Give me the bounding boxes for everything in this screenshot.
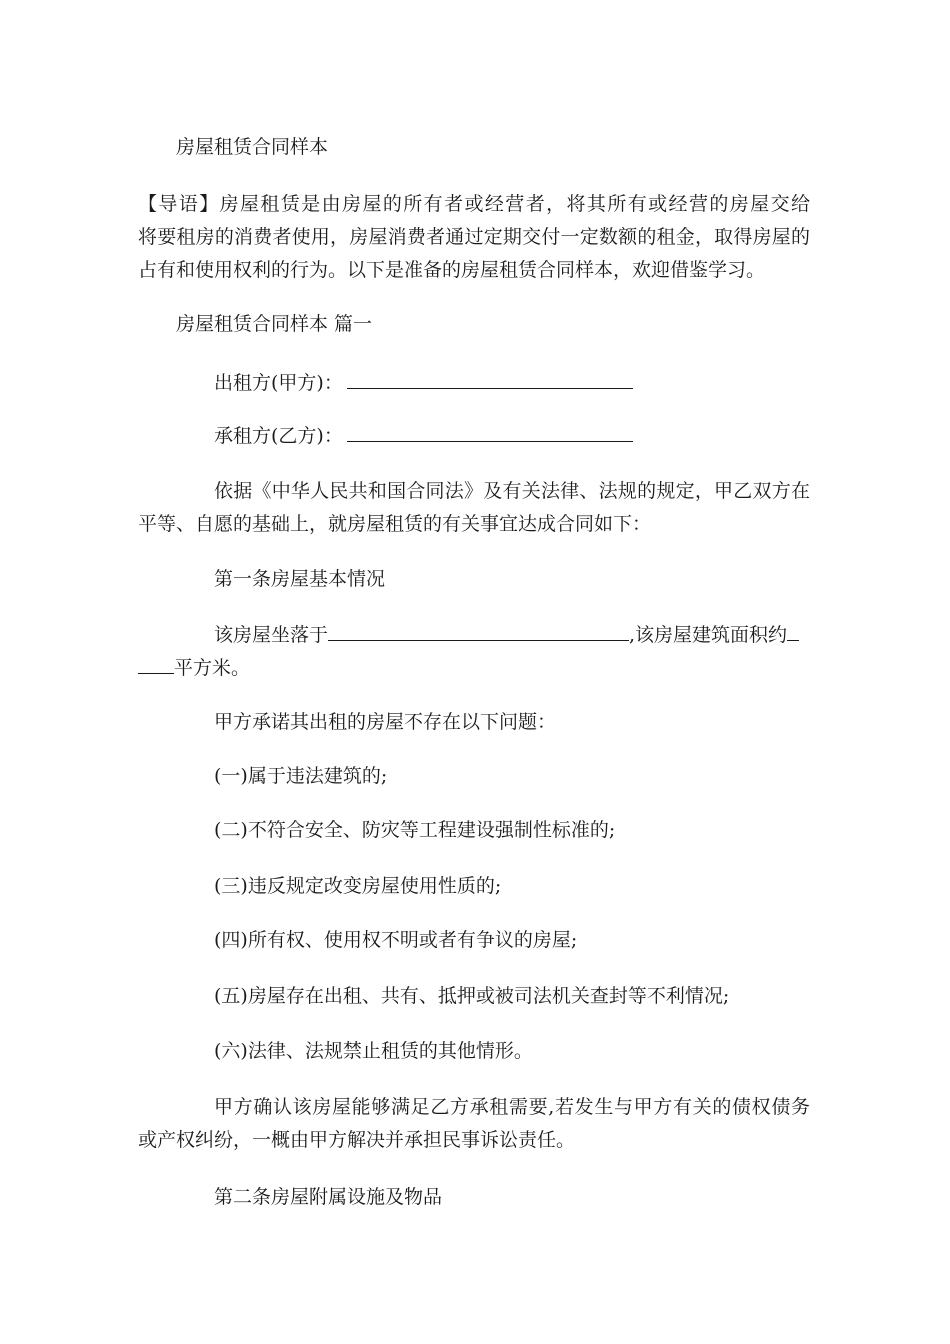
- location-line-2: [138, 653, 810, 683]
- item-3: (三)违反规定改变房屋使用性质的;: [214, 875, 502, 897]
- lessor-label: 出租方(甲方)：: [214, 372, 343, 394]
- location-suffix: 平方米。: [174, 657, 251, 679]
- intro-line-3: 占有和使用权利的行为。以下是准备的房屋租赁合同样本，欢迎借鉴学习。: [138, 259, 766, 281]
- location-prefix: 该房屋坐落于: [214, 624, 329, 646]
- lessee-label: 承租方(乙方)：: [214, 425, 343, 447]
- item-1: (一)属于违法建筑的;: [214, 765, 388, 787]
- location-middle: ,该房屋建筑面积约: [629, 624, 788, 646]
- article2-title: 第二条房屋附属设施及物品: [214, 1186, 443, 1208]
- item-4: (四)所有权、使用权不明或者有争议的房屋;: [214, 929, 578, 951]
- location-line-1: [214, 620, 886, 650]
- lessee-line: [214, 421, 886, 451]
- document-title: 房屋租赁合同样本: [176, 136, 329, 158]
- basis-line-1: 依据《中华人民共和国合同法》及有关法律、法规的规定，甲乙双方在: [214, 480, 810, 502]
- intro-line-2: 将要租房的消费者使用，房屋消费者通过定期交付一定数额的租金，取得房屋的: [138, 226, 810, 248]
- confirm-line-2: 或产权纠纷，一概由甲方解决并承担民事诉讼责任。: [138, 1129, 576, 1151]
- area-blank-start[interactable]: [787, 620, 799, 641]
- lessor-blank[interactable]: [347, 368, 633, 389]
- lessee-blank[interactable]: [347, 421, 633, 442]
- location-blank[interactable]: [328, 620, 629, 641]
- section-title: 房屋租赁合同样本 篇一: [176, 313, 373, 335]
- confirm-line-1: 甲方确认该房屋能够满足乙方承租需要,若发生与甲方有关的债权债务: [214, 1096, 810, 1118]
- item-2: (二)不符合安全、防灾等工程建设强制性标准的;: [214, 819, 616, 841]
- basis-line-2: 平等、自愿的基础上，就房屋租赁的有关事宜达成合同如下：: [138, 513, 652, 535]
- item-5: (五)房屋存在出租、共有、抵押或被司法机关查封等不利情况;: [214, 985, 730, 1007]
- confirm-paragraph: [138, 1093, 810, 1155]
- promise-intro: 甲方承诺其出租的房屋不存在以下问题：: [214, 711, 557, 733]
- item-6: (六)法律、法规禁止租赁的其他情形。: [214, 1040, 533, 1062]
- intro-paragraph: [138, 190, 810, 285]
- basis-paragraph: [138, 477, 810, 539]
- lessor-line: [214, 368, 886, 398]
- area-blank-end[interactable]: [138, 653, 174, 674]
- article1-title: 第一条房屋基本情况: [214, 568, 386, 590]
- intro-line-1: 【导语】房屋租赁是由房屋的所有者或经营者，将其所有或经营的房屋交给: [138, 193, 810, 215]
